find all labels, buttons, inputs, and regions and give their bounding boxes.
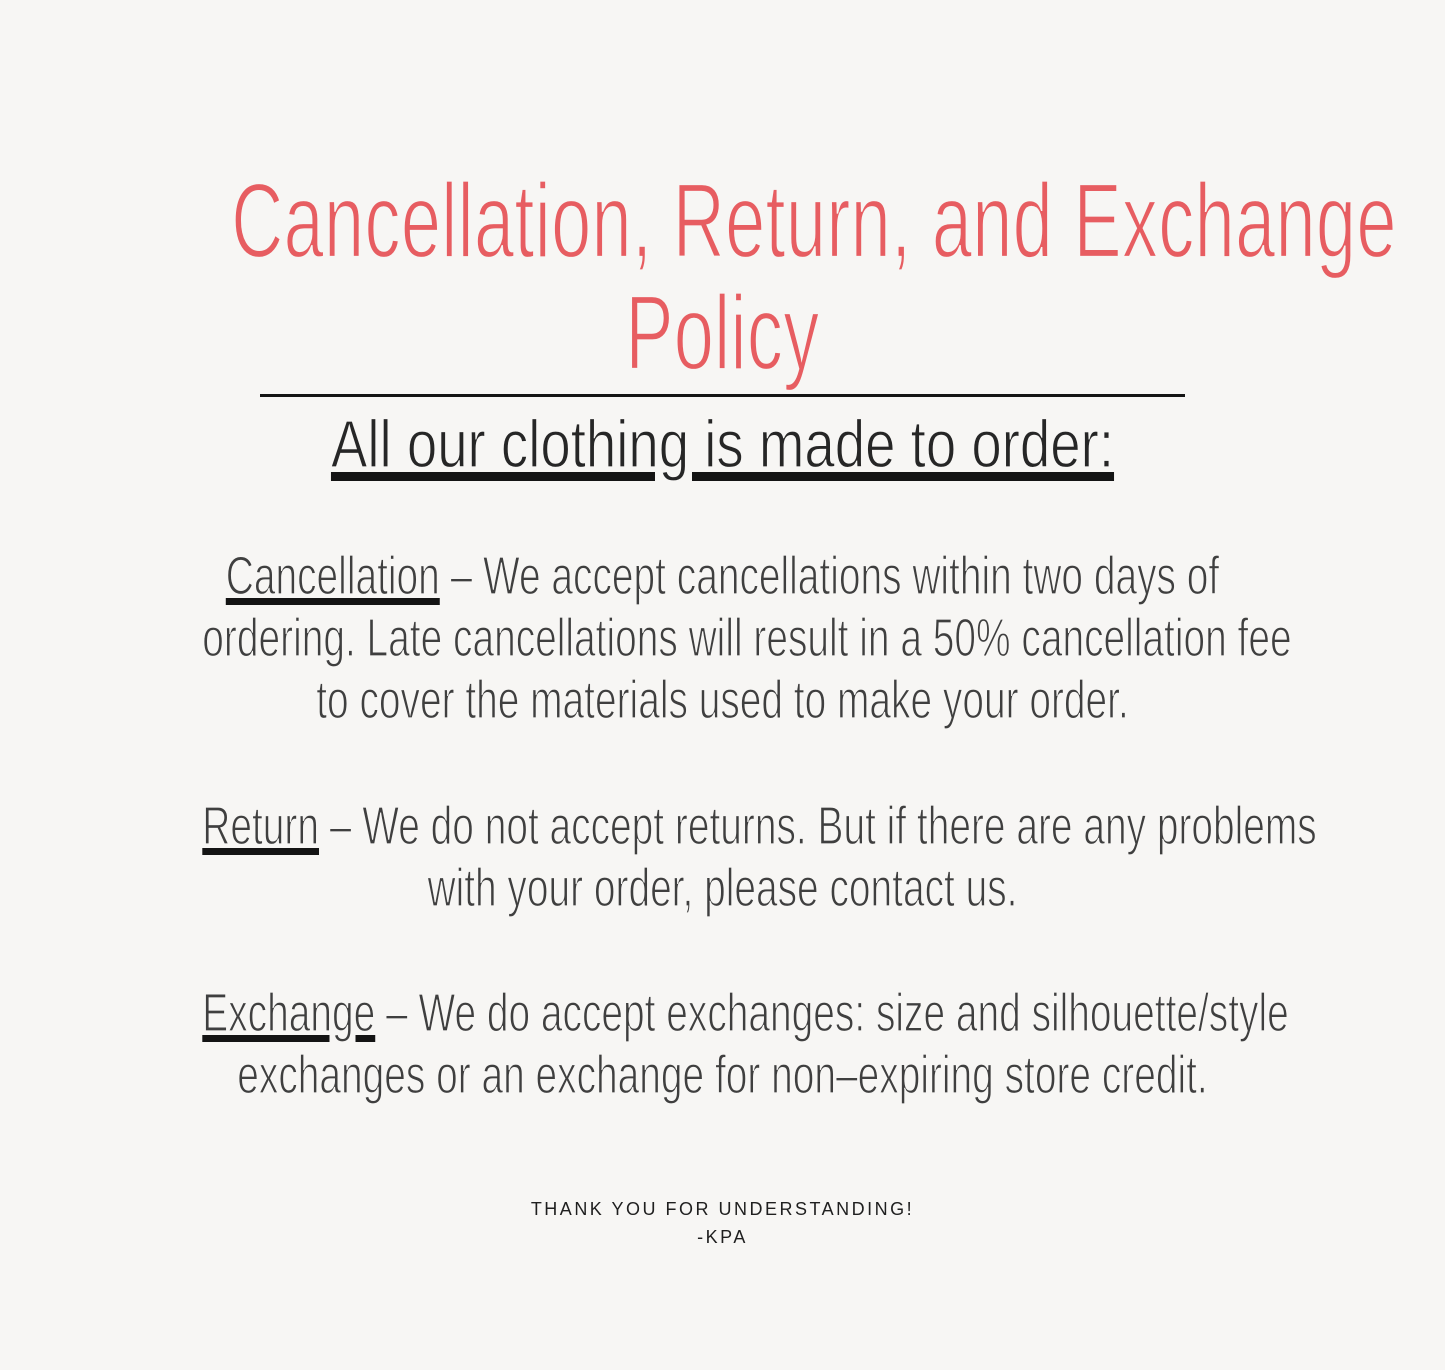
- cancellation-line-1-rest: – We accept cancellations within two days of: [439, 546, 1220, 606]
- title-line-1: Cancellation, Return, and Exchange: [231, 162, 1397, 280]
- page-title: [0, 0, 1445, 392]
- section-exchange: [0, 982, 1445, 1106]
- exchange-line-1-rest: – We do accept exchanges: size and silhouette/style: [375, 983, 1289, 1043]
- cancellation-line-2: ordering. Late cancellations will result in a 50% cancellation fee: [202, 608, 1292, 668]
- return-line-1: [202, 795, 1317, 857]
- cancellation-line-1: [202, 545, 1242, 607]
- subtitle: [134, 405, 1312, 485]
- title-line-2: Policy: [625, 274, 820, 392]
- exchange-line-1: [202, 982, 1289, 1044]
- return-line-2: with your order, please contact us.: [427, 858, 1018, 918]
- cancellation-term: Cancellation: [225, 546, 440, 606]
- exchange-term: Exchange: [202, 983, 376, 1043]
- cancellation-line-3: to cover the materials used to make your order.: [316, 670, 1129, 730]
- subtitle-text: All our clothing is made to order:: [330, 407, 1115, 482]
- footer-thanks-text: THANK YOU FOR UNDERSTANDING!: [530, 1199, 915, 1219]
- exchange-line-2: exchanges or an exchange for non–expiring store credit.: [237, 1045, 1208, 1105]
- return-term: Return: [202, 796, 320, 856]
- title-divider-line: [260, 394, 1185, 397]
- footer: [0, 1195, 1445, 1251]
- return-line-1-rest: – We do not accept returns. But if there are any problems: [319, 796, 1317, 856]
- footer-signature: -KPA: [697, 1227, 748, 1247]
- section-return: [0, 795, 1445, 919]
- section-cancellation: [0, 545, 1445, 731]
